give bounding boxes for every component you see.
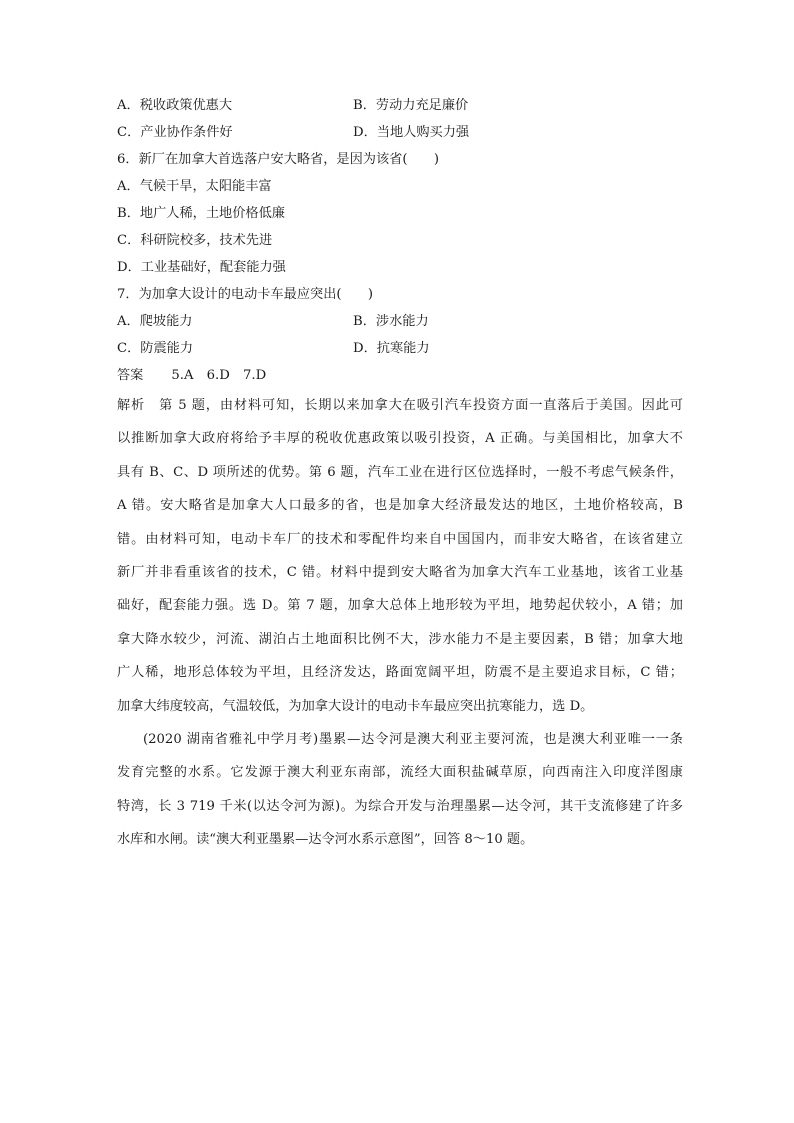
analysis-line: 拿大降水较少，河流、湖泊占土地面积比例不大，涉水能力不是主要因素，B 错；加拿大地 (117, 631, 683, 647)
analysis-label: 解析 (117, 398, 146, 413)
q6-option-d: D．工业基础好，配套能力强 (117, 260, 286, 275)
q5-option-c: C．产业协作条件好 (117, 125, 233, 140)
analysis-line: 错。由材料可知，电动卡车厂的技术和零配件均来自中国国内，而非安大略省，在该省建立 (117, 531, 683, 547)
q6-option-a: A．气候干旱，太阳能丰富 (117, 179, 272, 194)
q5-options-row-1 (117, 92, 683, 119)
q6-option-c: C．科研院校多，技术先进 (117, 233, 273, 248)
q7-stem: 7．为加拿大设计的电动卡车最应突出( ) (117, 287, 374, 302)
passage-line: 水库和水闸。读“澳大利亚墨累—达令河水系示意图”，回答 8～10 题。 (117, 832, 534, 848)
passage-line: 发育完整的水系。它发源于澳大利亚东南部，流经大面积盐碱草原，向西南注入印度洋图康 (117, 765, 683, 781)
answer-line (117, 362, 683, 389)
analysis-line: A 错。安大略省是加拿大人口最多的省，也是加拿大经济最发达的地区，土地价格较高，B (117, 498, 683, 514)
q7-options-row-2 (117, 335, 683, 362)
answer-label: 答案 (117, 368, 144, 383)
analysis-line: 具有 B、C、D 项所述的优势。第 6 题，汽车工业在进行区位选择时，一般不考虑气候条件， (117, 464, 683, 480)
answer-key: 5.A 6.D 7.D (171, 368, 267, 383)
passage-line: (2020 湖南省雅礼中学月考)墨累—达令河是澳大利亚主要河流，也是澳大利亚唯一一条 (143, 731, 683, 747)
passage-paragraph (117, 723, 683, 857)
q5-option-b: B．劳动力充足廉价 (353, 98, 469, 113)
q7-option-b: B．涉水能力 (353, 314, 429, 329)
q6-stem: 6．新厂在加拿大首选落户安大略省，是因为该省( ) (117, 152, 439, 167)
analysis-line: 解析 第 5 题，由材料可知，长期以来加拿大在吸引汽车投资方面一直落后于美国。因此可 (117, 398, 683, 413)
passage-line: 特湾，长 3 719 千米(以达令河为源)。为综合开发与治理墨累—达令河，其干支流修建了许多 (117, 798, 683, 814)
q7-option-a: A．爬坡能力 (117, 314, 193, 329)
analysis-line: 础好，配套能力强。选 D。第 7 题，加拿大总体上地形较为平坦，地势起伏较小，A 错；加 (117, 598, 683, 614)
analysis-line: 新厂并非看重该省的技术，C 错。材料中提到安大略省为加拿大汽车工业基地，该省工业基 (117, 564, 683, 580)
document-page (117, 92, 683, 856)
q7-option-c: C．防震能力 (117, 341, 194, 356)
q6-option-b: B．地广人稀，土地价格低廉 (117, 206, 285, 221)
q5-options-row-2 (117, 119, 683, 146)
analysis-line: 加拿大纬度较高，气温较低，为加拿大设计的电动卡车最应突出抗寒能力，选 D。 (117, 698, 594, 714)
q5-option-d: D．当地人购买力强 (353, 125, 470, 140)
q5-option-a: A．税收政策优惠大 (117, 98, 233, 113)
analysis-paragraph (117, 389, 683, 723)
analysis-line: 广人稀，地形总体较为平坦，且经济发达，路面宽阔平坦，防震不是主要追求目标，C 错； (117, 665, 683, 681)
q7-options-row-1 (117, 308, 683, 335)
q7-option-d: D．抗寒能力 (353, 341, 430, 356)
analysis-line: 以推断加拿大政府将给予丰厚的税收优惠政策以吸引投资，A 正确。与美国相比，加拿大不 (117, 431, 683, 447)
